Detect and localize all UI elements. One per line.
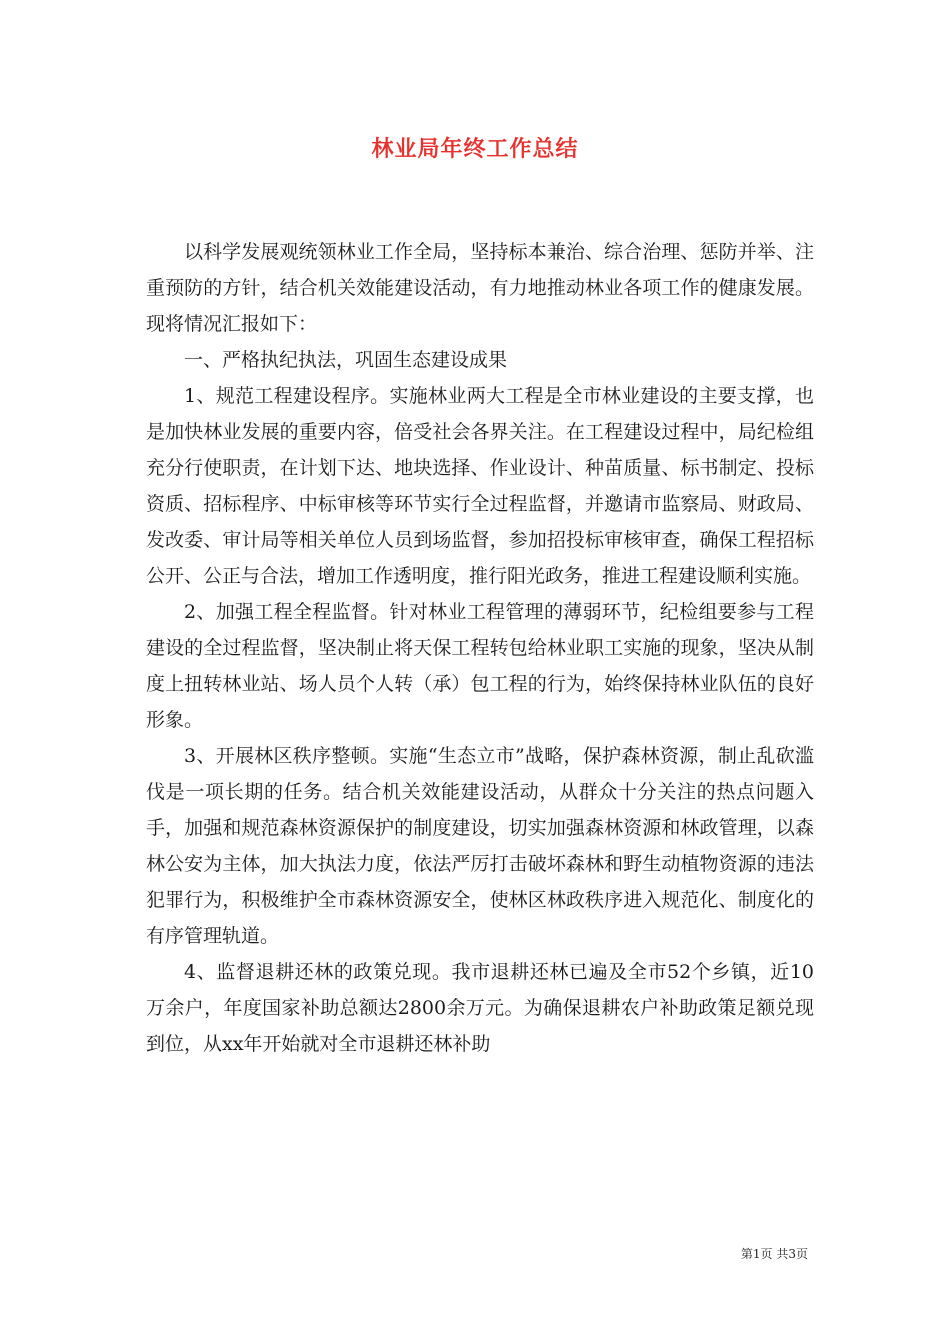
paragraph-item-4: 4、监督退耕还林的政策兑现。我市退耕还林已遍及全市52个乡镇，近10万余户，年度国家补助总额达2800余万元。为确保退耕农户补助政策足额兑现到位，从xx年开始就对全市退耕还林补助 (146, 961, 814, 1055)
section-heading: 一、严格执纪执法，巩固生态建设成果 (184, 349, 508, 371)
paragraph-item-1: 1、规范工程建设程序。实施林业两大工程是全市林业建设的主要支撑，也是加快林业发展的重要内容，倍受社会各界关注。在工程建设过程中，局纪检组充分行使职责，在计划下达、地块选择、作业设计、种苗质量、标书制定、投标资质、招标程序、中标审核等环节实行全过程监督，并邀请市监察局、财政局、发改委、审计局等相关单位人员到场监督，参加招投标审核审查，确保工程招标公开、公正与合法，增加工作透明度，推行阳光政务，推进工程建设顺利实施。 (146, 385, 814, 587)
paragraph-item-3: 3、开展林区秩序整顿。实施“生态立市”战略，保护森林资源，制止乱砍滥伐是一项长期的任务。结合机关效能建设活动，从群众十分关注的热点问题入手，加强和规范森林资源保护的制度建设，切实加强森林资源和林政管理，以森林公安为主体，加大执法力度，依法严厉打击破坏森林和野生动植物资源的违法犯罪行为，积极维护全市森林资源安全，使林区林政秩序进入规范化、制度化的有序管理轨道。 (146, 745, 814, 947)
document-title: 林业局年终工作总结 (371, 137, 579, 162)
document-body (146, 234, 814, 1062)
paragraph-item-2: 2、加强工程全程监督。针对林业工程管理的薄弱环节，纪检组要参与工程建设的全过程监督，坚决制止将天保工程转包给林业职工实施的现象，坚决从制度上扭转林业站、场人员个人转（承）包工程的行为，始终保持林业队伍的良好形象。 (146, 601, 814, 731)
intro-paragraph: 以科学发展观统领林业工作全局，坚持标本兼治、综合治理、惩防并举、注重预防的方针，结合机关效能建设活动，有力地推动林业各项工作的健康发展。现将情况汇报如下： (146, 241, 814, 335)
page-number-footer: 第1页 共3页 (740, 1247, 808, 1261)
